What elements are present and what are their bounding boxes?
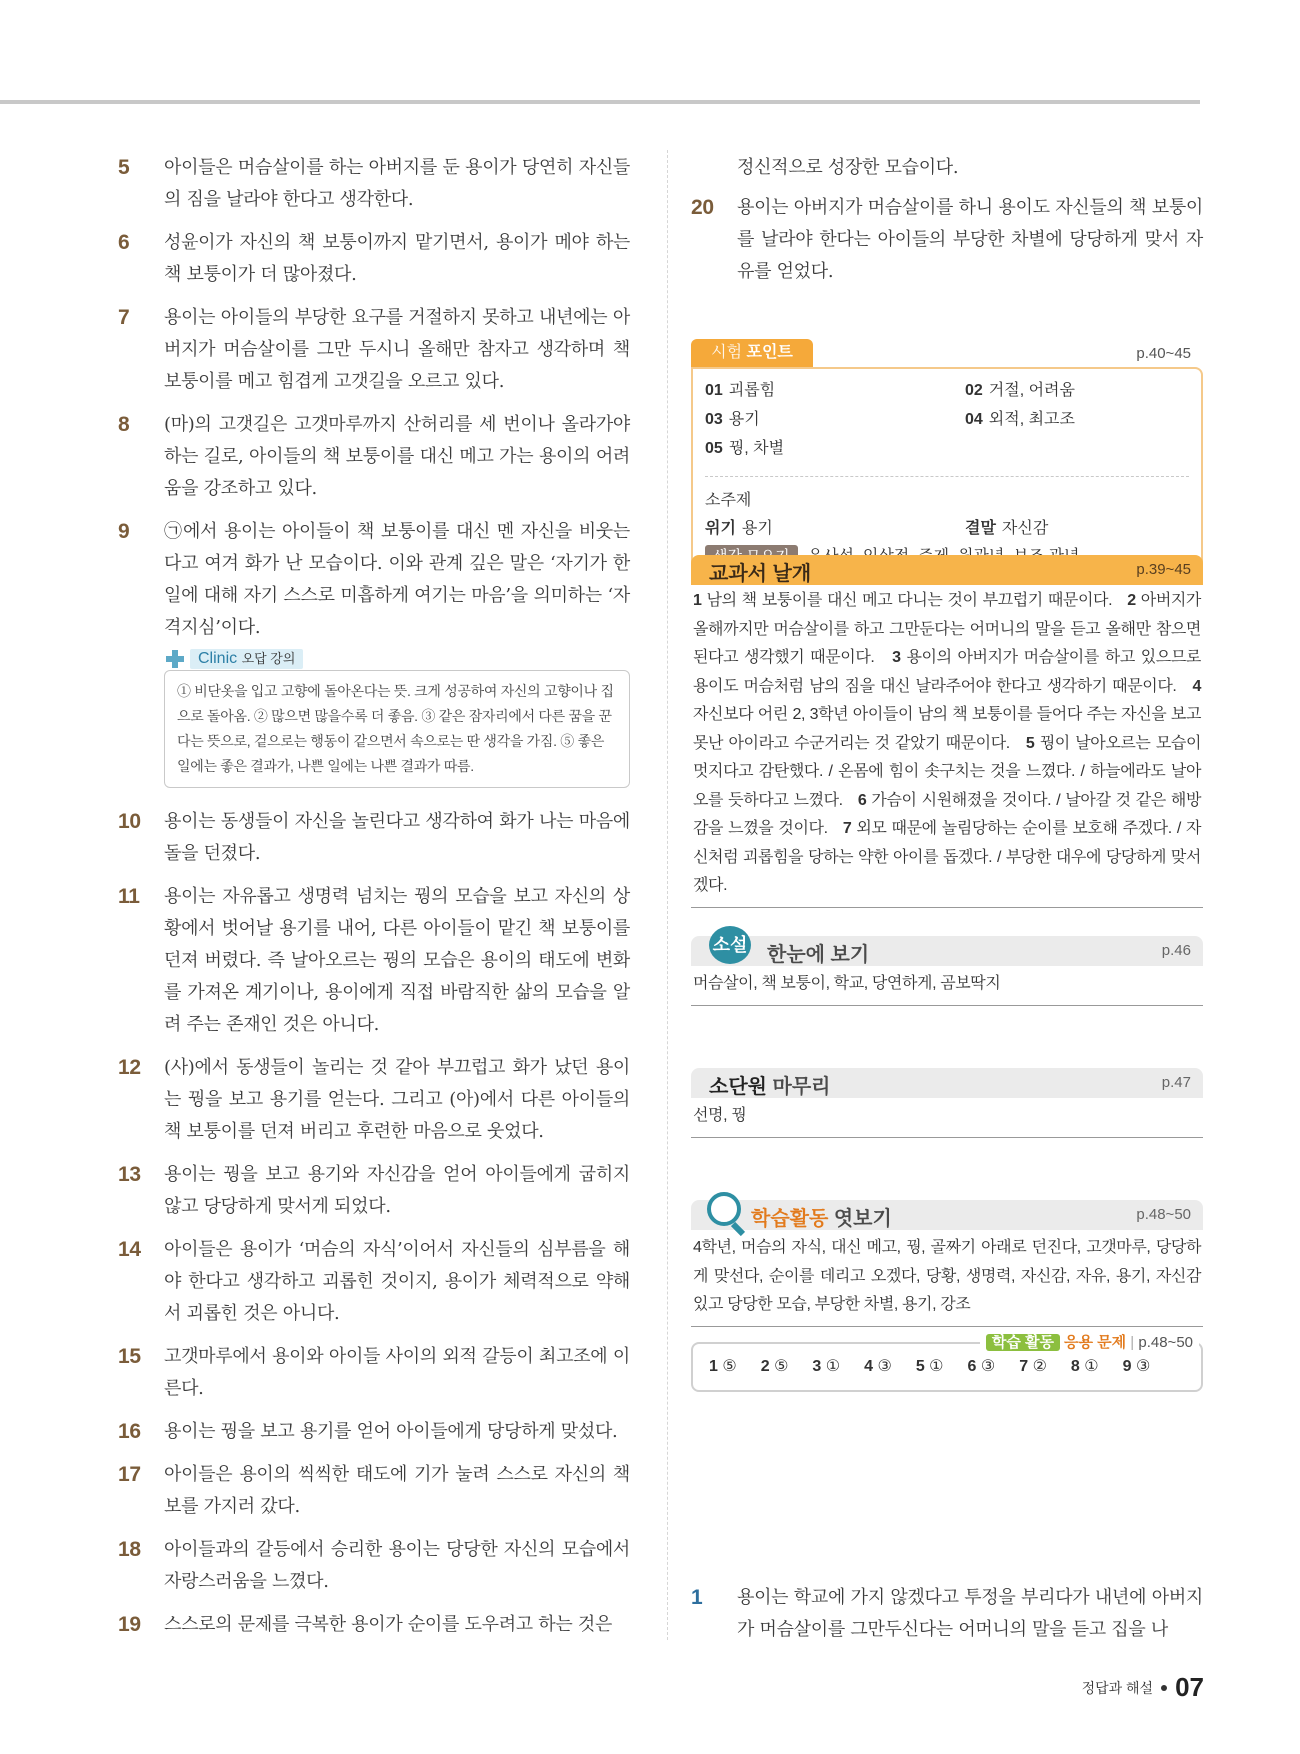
clinic-title [190,649,303,669]
exam-answer-number: 03 [705,411,723,428]
answer-item [118,516,630,644]
entry-number: 6 [857,791,867,809]
entry-number: 5 [1025,734,1035,752]
item-number: 7 [118,306,130,329]
unit-end-page: p.47 [1161,1074,1191,1091]
entry-text: 남의 책 보퉁이를 대신 메고 다니는 것이 부끄럽기 때문이다. [706,592,1113,609]
applied-answer-value: ⑤ [774,1358,789,1375]
crisis-stage [705,515,965,543]
magnifier-icon [707,1192,741,1226]
exam-answer-value: 괴롭힘 [728,382,776,399]
answer-item [118,806,630,870]
item-number: 5 [118,156,130,179]
entry-text: 꿩이 날아오르는 모습이 멋지다고 감탄했다. / 온몸에 힘이 솟구치는 것을 느꼈다. / 하늘에라도 날아오를 듯하다고 느꼈다. [693,734,1202,809]
applied-answer-number: 8 [1070,1358,1080,1375]
crisis-value: 용기 [741,520,773,537]
exam-answer-value: 용기 [728,411,760,428]
applied-tag-b: 응용 문제 [1063,1334,1127,1351]
item-text: 용이는 아이들의 부당한 요구를 거절하지 못하고 내년에는 아버지가 머슴살이를 그만 두시니 올해만 참자고 생각하며 책 보퉁이를 메고 힘겹게 고갯길을 오르고 있다. [164,307,630,392]
dashed-divider [705,476,1189,477]
answer-item [118,1459,630,1523]
activity-preview-title [751,1202,892,1231]
applied-separator: | [1130,1334,1135,1351]
subtheme-label: 소주제 [705,492,752,509]
exam-answer-number: 01 [705,382,723,399]
exam-point-box [691,339,1203,569]
clinic-box [164,648,630,788]
item-text: (마)의 고갯길은 고갯마루까지 산허리를 세 번이나 올라가야 하는 길로, 아이들의 책 보퉁이를 대신 메고 가는 용이의 어려움을 강조하고 있다. [164,414,630,499]
applied-answer [1071,1356,1099,1378]
applied-answer-number: 6 [967,1358,977,1375]
item-number: 19 [118,1613,141,1636]
item-text: 고갯마루에서 용이와 아이들 사이의 외적 갈등이 최고조에 이른다. [164,1346,630,1399]
applied-answer [709,1356,737,1378]
novel-section [691,936,1203,1006]
item-19-continuation: 정신적으로 성장한 모습이다. [737,157,959,178]
applied-explanation [691,1582,1203,1657]
item-number: 17 [118,1463,141,1486]
answer-item [691,1582,1203,1646]
entry-number: 4 [1192,677,1201,695]
right-column-top [691,152,1203,299]
answer-item [118,1341,630,1405]
entry-text: 외모 때문에 놀림당하는 순이를 보호해 주겠다. / 자신처럼 괴롭힘을 당하는 약한 아이를 돕겠다. / 부당한 대우에 당당하게 맞서겠다. [693,820,1202,894]
footer-label: 정답과 해설 [1081,1679,1154,1696]
item-number: 16 [118,1420,141,1443]
ending-label: 결말 [965,520,996,537]
answer-item [118,409,630,505]
item-number: 8 [118,413,130,436]
exam-answer [965,406,1205,433]
entry-number: 3 [892,649,901,666]
applied-answer [761,1356,789,1378]
applied-answer-value: ② [1032,1358,1047,1375]
textbook-body [691,585,1203,908]
answer-item [691,192,1203,288]
applied-answer-value: ③ [980,1358,996,1375]
unit-end-title [709,1070,831,1099]
item-number: 18 [118,1538,141,1561]
novel-badge: 소설 [709,926,751,964]
novel-title: 한눈에 보기 [767,944,870,966]
novel-header [691,936,1203,966]
applied-answer [1123,1356,1151,1378]
applied-page: p.48~50 [1138,1334,1193,1351]
activity-preview-section [691,1200,1203,1327]
entry-text: 자신보다 어린 2, 3학년 아이들이 남의 책 보퉁이를 들어다 주는 자신을 보고 못난 아이라고 수군거리는 것 같았기 때문이다. [693,706,1201,752]
item-number: 6 [118,231,130,254]
entry-number: 1 [693,592,702,609]
applied-section [691,1334,1203,1392]
entry-text: 아버지가 올해까지만 머슴살이를 하고 그만둔다는 어머니의 말을 듣고 올해만 참으면 된다고 생각했기 때문이다. [693,592,1201,666]
ending-stage [965,515,1205,543]
answer-item [118,1234,630,1330]
page-footer [1082,1672,1204,1703]
textbook-header [691,555,1203,585]
footer-dot [1161,1685,1167,1691]
exam-answer-number: 02 [965,382,983,399]
exam-answer-number: 05 [705,440,723,457]
item-text: 용이는 아버지가 머슴살이를 하니 용이도 자신들의 책 보퉁이를 날라야 한다는 아이들의 부당한 차별에 당당하게 맞서 자유를 얻었다. [737,197,1203,282]
item-number: 9 [118,520,130,543]
novel-body: 머슴살이, 책 보퉁이, 학교, 당연하게, 곰보딱지 [691,966,1203,1006]
exam-answer-value: 꿩, 차별 [728,440,785,457]
applied-answer-value: ③ [1135,1358,1151,1375]
item-text: 용이는 꿩을 보고 용기와 자신감을 얻어 아이들에게 굽히지 않고 당당하게 맞서게 되었다. [164,1164,630,1217]
exam-answer [965,377,1205,404]
item-number: 11 [118,885,140,908]
unit-end-body: 선명, 꿩 [691,1098,1203,1138]
answer-item [118,881,630,1041]
applied-answer-number: 3 [812,1358,822,1375]
applied-tag [980,1330,1199,1356]
applied-answer-number: 2 [760,1358,770,1375]
applied-answer-value: ① [1084,1358,1099,1375]
item-number: 15 [118,1345,141,1368]
left-column [118,152,630,1652]
exam-point-header [691,339,1203,367]
novel-page: p.46 [1161,942,1191,959]
answer-item [118,1159,630,1223]
item-number: 20 [691,196,714,219]
textbook-section [691,555,1203,908]
plot-stages [705,515,1189,543]
unit-end-title-b: 마무리 [772,1076,831,1098]
applied-answer [812,1356,840,1378]
item-text: 스스로의 문제를 극복한 용이가 순이를 도우려고 하는 것은 [164,1614,613,1635]
entry-text: 가슴이 시원해졌을 것이다. / 날아갈 것 같은 해방감을 느꼈을 것이다. [693,791,1201,837]
item-text: 용이는 자유롭고 생명력 넘치는 꿩의 모습을 보고 자신의 상황에서 벗어날 용기를 내어, 다른 아이들이 맡긴 책 보퉁이를 던져 버렸다. 즉 날아오르는 꿩의 모습은 용이의 태도에 변화를 가져온 계기이나, 용이에게 직접 바람직한 삶의 모습을 알려 주는 존재인 것은 아니다. [164,886,630,1035]
activity-preview-header [691,1200,1203,1230]
activity-preview-page: p.48~50 [1136,1206,1191,1223]
applied-answer-value: ① [929,1358,944,1375]
exam-point-body [691,367,1203,569]
exam-answer [705,377,965,404]
item-text: 용이는 동생들이 자신을 놀린다고 생각하여 화가 나는 마음에 돌을 던졌다. [164,811,630,864]
exam-answer-number: 04 [965,411,983,428]
item-number: 10 [118,810,141,833]
column-divider [667,150,668,1640]
answer-item [118,152,630,216]
unit-end-title-a: 소단원 [709,1076,767,1098]
applied-answer-value: ③ [877,1358,892,1375]
exam-answers [705,377,1189,462]
item-text: 용이는 학교에 가지 않겠다고 투정을 부리다가 내년에 아버지가 머슴살이를 그만두신다는 어머니의 말을 듣고 집을 나 [737,1587,1203,1640]
answer-item [118,1052,630,1148]
applied-answer-number: 7 [1019,1358,1029,1375]
entry-number: 7 [842,820,852,837]
unit-end-section [691,1068,1203,1138]
activity-preview-body: 4학년, 머슴의 자식, 대신 메고, 꿩, 골짜기 아래로 던진다, 고갯마루, 당당하게 맞선다, 순이를 데리고 오겠다, 당황, 생명력, 자신감, 자유, 용기, 자신감 있고 당당한 모습, 부당한 차별, 용기, 강조 [691,1230,1203,1327]
exam-answer-value: 외적, 최고조 [988,411,1075,428]
entry-text: 용이의 아버지가 머슴살이를 하고 있으므로 용이도 머슴처럼 남의 짐을 대신 날라주어야 한다고 생각하기 때문이다. [693,649,1201,695]
exam-tab-b: 포인트 [746,344,793,361]
applied-answer [864,1356,892,1378]
activity-preview-title-a: 학습활동 [751,1208,829,1230]
plus-icon [164,648,186,670]
item-text: 아이들은 용이의 씩씩한 태도에 기가 눌려 스스로 자신의 책보를 가지러 갔다. [164,1464,630,1517]
item-text: 아이들은 용이가 ‘머슴의 자식’이어서 자신들의 심부름을 해야 한다고 생각하고 괴롭힌 것이지, 용이가 체력적으로 약해서 괴롭힌 것은 아니다. [164,1239,630,1324]
item-number: 12 [118,1056,141,1079]
textbook-page: p.39~45 [1136,561,1191,578]
exam-answer-value: 거절, 어려움 [988,382,1075,399]
answer-item [118,1534,630,1598]
answer-item [118,227,630,291]
ending-value: 자신감 [1001,520,1049,537]
activity-preview-title-b: 엿보기 [833,1208,892,1230]
applied-answer [968,1356,996,1378]
textbook-title: 교과서 날개 [709,563,812,585]
exam-answer [705,435,965,462]
answer-item [118,1416,630,1448]
exam-answer [705,406,965,433]
answer-item [118,1609,630,1641]
applied-answer-value: ⑤ [722,1358,737,1375]
item-text: 성윤이가 자신의 책 보퉁이까지 맡기면서, 용이가 메야 하는 책 보퉁이가 더 많아졌다. [164,232,630,285]
applied-answer [916,1356,944,1378]
applied-answer-number: 1 [709,1358,718,1375]
item-text: (사)에서 동생들이 놀리는 것 같아 부끄럽고 화가 났던 용이는 꿩을 보고 용기를 얻는다. 그리고 (아)에서 다른 아이들의 책 보퉁이를 던져 버리고 후련한 마음으로 웃었다. [164,1057,630,1142]
item-text: ㉠에서 용이는 아이들이 책 보퉁이를 대신 멘 자신을 비웃는다고 여겨 화가 난 모습이다. 이와 관계 깊은 말은 ‘자기가 한 일에 대해 자기 스스로 미흡하게 여기는 마음’을 의미하는 ‘자격지심’이다. [164,521,630,638]
answer-item [118,302,630,398]
page-number: 07 [1175,1672,1204,1702]
applied-answer-number: 4 [864,1358,874,1375]
exam-point-tab [691,339,813,367]
applied-answer-number: 5 [915,1358,925,1375]
applied-tag-a: 학습 활동 [986,1334,1060,1351]
item-number: 14 [118,1238,141,1261]
item-number: 13 [118,1163,141,1186]
applied-answer-number: 9 [1122,1358,1132,1375]
entry-number: 2 [1127,592,1136,609]
item-text: 아이들은 머슴살이를 하는 아버지를 둔 용이가 당연히 자신들의 짐을 날라야 한다고 생각한다. [164,157,630,210]
clinic-subtitle: 오답 강의 [241,651,296,666]
item-text: 용이는 꿩을 보고 용기를 얻어 아이들에게 당당하게 맞섰다. [164,1421,618,1442]
crisis-label: 위기 [705,520,736,537]
unit-end-header [691,1068,1203,1098]
applied-answer [1019,1356,1047,1378]
clinic-text: ① 비단옷을 입고 고향에 돌아온다는 뜻. 크게 성공하여 자신의 고향이나 집으로 돌아옴. ② 많으면 많을수록 더 좋음. ③ 같은 잠자리에서 다른 꿈을 꾼다는 뜻으로, 겉으로는 행동이 같으면서 속으로는 딴 생각을 가짐. ⑤ 좋은 일에는 좋은 결과가, 나쁜 일에는 나쁜 결과가 따름. [164,670,630,788]
exam-point-page: p.40~45 [1136,345,1191,362]
applied-answer-value: ① [825,1358,841,1375]
exam-tab-a: 시험 [711,344,743,361]
item-text: 아이들과의 갈등에서 승리한 용이는 당당한 자신의 모습에서 자랑스러움을 느꼈다. [164,1539,630,1592]
clinic-header [164,648,630,670]
clinic-title-text: Clinic [198,650,238,667]
top-rule [0,100,1200,104]
item-number: 1 [691,1586,703,1609]
